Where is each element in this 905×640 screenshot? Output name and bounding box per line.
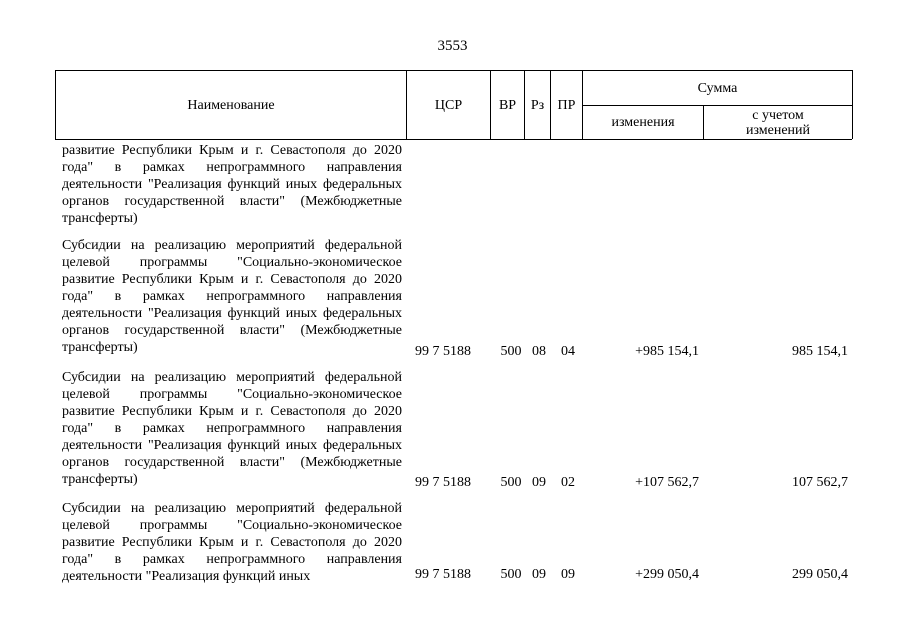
header-vr: ВР <box>498 97 517 113</box>
row-vr: 500 <box>500 567 522 582</box>
header-name: Наименование <box>187 97 275 113</box>
row-rz: 09 <box>532 475 546 490</box>
row-change: +299 050,4 <box>635 567 699 582</box>
row-pr: 02 <box>561 475 575 490</box>
row-pr: 04 <box>561 344 575 359</box>
row-name: развитие Республики Крым и г. Севастополя до 2020 года" в рамках непрограммного направления деятельности "Реализация функций иных федеральных органов государственной власти" (Межбюджетные трансферты) <box>62 143 402 226</box>
header-csr: ЦСР <box>434 97 463 113</box>
header-change: изменения <box>611 115 675 130</box>
header-sum: Сумма <box>697 80 738 96</box>
row-csr: 99 7 5188 <box>415 567 471 582</box>
row-total: 107 562,7 <box>792 475 848 490</box>
row-change: +107 562,7 <box>635 475 699 490</box>
row-csr: 99 7 5188 <box>415 344 471 359</box>
row-change: +985 154,1 <box>635 344 699 359</box>
row-csr: 99 7 5188 <box>415 475 471 490</box>
row-vr: 500 <box>500 344 522 359</box>
row-pr: 09 <box>561 567 575 582</box>
page-number: 3553 <box>437 38 468 54</box>
header-with-change: с учетом изменений <box>745 107 811 138</box>
row-total: 985 154,1 <box>792 344 848 359</box>
row-rz: 09 <box>532 567 546 582</box>
row-total: 299 050,4 <box>792 567 848 582</box>
row-rz: 08 <box>532 344 546 359</box>
header-pr: ПР <box>557 97 576 113</box>
header-rz: Рз <box>530 97 545 113</box>
row-name: Субсидии на реализацию мероприятий федеральной целевой программы "Социально-экономическое развитие Республики Крым и г. Севастополя до 2020 года" в рамках непрограммного направления деятельности "Реализация функций иных <box>62 501 402 584</box>
row-vr: 500 <box>500 475 522 490</box>
row-name: Субсидии на реализацию мероприятий федеральной целевой программы "Социально-экономическое развитие Республики Крым и г. Севастополя до 2020 года" в рамках непрограммного направления деятельности "Реализация функций иных федеральных органов государственной власти" (Межбюджетные трансферты) <box>62 370 402 487</box>
row-name: Субсидии на реализацию мероприятий федеральной целевой программы "Социально-экономическое развитие Республики Крым и г. Севастополя до 2020 года" в рамках непрограммного направления деятельности "Реализация функций иных федеральных органов государственной власти" (Межбюджетные трансферты) <box>62 238 402 355</box>
